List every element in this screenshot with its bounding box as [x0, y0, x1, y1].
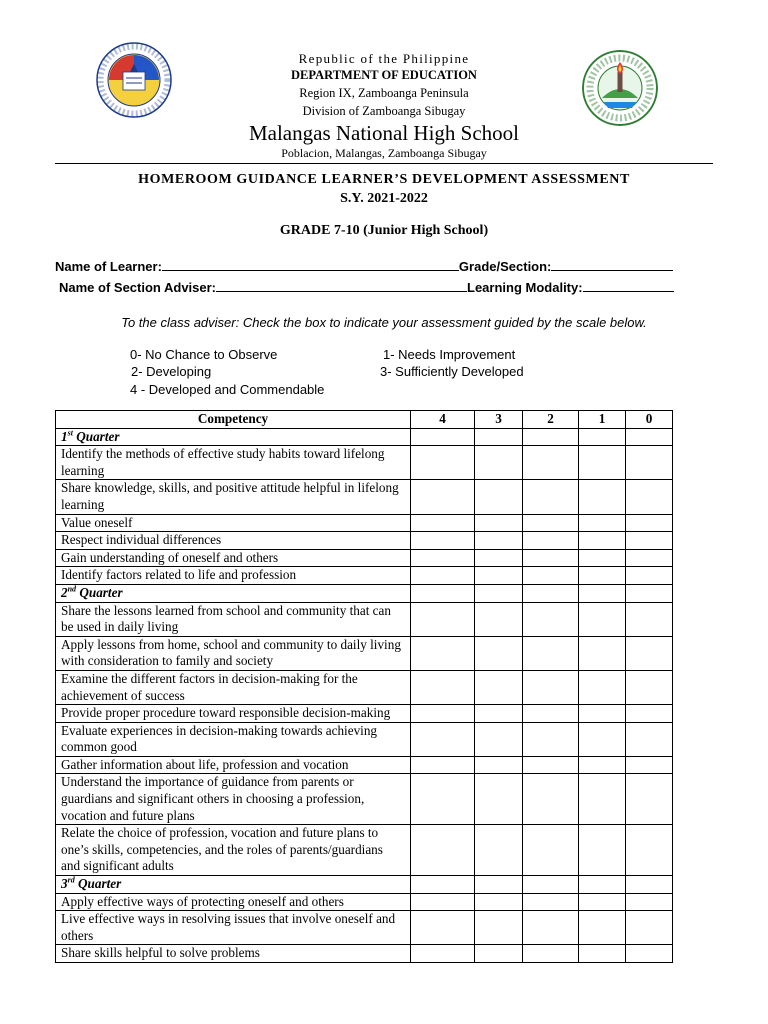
table-row [56, 893, 673, 911]
checkbox-cell[interactable] [626, 549, 673, 567]
checkbox-cell[interactable] [579, 756, 626, 774]
instructions: To the class adviser: Check the box to indicate your assessment guided by the scale below. [121, 315, 647, 330]
table-row [56, 514, 673, 532]
checkbox-cell[interactable] [523, 670, 579, 704]
checkbox-cell[interactable] [626, 446, 673, 480]
competency-text: Share knowledge, skills, and positive attitude helpful in lifelong learning [56, 480, 411, 514]
learner-info-row [55, 257, 673, 274]
checkbox-cell[interactable] [411, 911, 475, 945]
checkbox-cell[interactable] [579, 670, 626, 704]
checkbox-cell[interactable] [523, 756, 579, 774]
table-row [56, 549, 673, 567]
checkbox-cell[interactable] [475, 893, 523, 911]
checkbox-cell[interactable] [579, 876, 626, 894]
table-row [56, 446, 673, 480]
table-row [56, 567, 673, 585]
competency-text: Apply effective ways of protecting oneself and others [56, 893, 411, 911]
checkbox-cell[interactable] [626, 514, 673, 532]
checkbox-cell[interactable] [626, 602, 673, 636]
checkbox-cell[interactable] [523, 532, 579, 550]
checkbox-cell[interactable] [411, 945, 475, 963]
checkbox-cell[interactable] [579, 893, 626, 911]
checkbox-cell[interactable] [475, 514, 523, 532]
school-year: S.Y. 2021-2022 [340, 191, 428, 206]
scale-0: 0- No Chance to Observe [130, 347, 278, 362]
competency-text: Live effective ways in resolving issues that involve oneself and others [56, 911, 411, 945]
checkbox-cell[interactable] [475, 428, 523, 446]
checkbox-cell[interactable] [579, 532, 626, 550]
checkbox-cell[interactable] [626, 945, 673, 963]
header-score-4: 4 [411, 411, 475, 429]
grade-level: GRADE 7-10 (Junior High School) [279, 223, 489, 238]
checkbox-cell[interactable] [523, 428, 579, 446]
checkbox-cell[interactable] [579, 584, 626, 602]
checkbox-cell[interactable] [523, 705, 579, 723]
checkbox-cell[interactable] [411, 584, 475, 602]
header-score-2: 2 [523, 411, 579, 429]
checkbox-cell[interactable] [411, 549, 475, 567]
scale-4: 4 - Developed and Commendable [130, 382, 325, 397]
checkbox-cell[interactable] [411, 532, 475, 550]
checkbox-cell[interactable] [579, 567, 626, 585]
quarter-row [56, 428, 673, 446]
checkbox-cell[interactable] [411, 670, 475, 704]
checkbox-cell[interactable] [475, 705, 523, 723]
competency-text: Share the lessons learned from school and community that can be used in daily living [56, 602, 411, 636]
checkbox-cell[interactable] [626, 722, 673, 756]
checkbox-cell[interactable] [523, 825, 579, 876]
checkbox-cell[interactable] [523, 945, 579, 963]
checkbox-cell[interactable] [626, 705, 673, 723]
checkbox-cell[interactable] [475, 532, 523, 550]
checkbox-cell[interactable] [579, 636, 626, 670]
checkbox-cell[interactable] [523, 446, 579, 480]
checkbox-cell[interactable] [411, 428, 475, 446]
checkbox-cell[interactable] [523, 549, 579, 567]
checkbox-cell[interactable] [626, 756, 673, 774]
table-row [56, 670, 673, 704]
checkbox-cell[interactable] [411, 514, 475, 532]
competency-text: Evaluate experiences in decision-making towards achieving common good [56, 722, 411, 756]
checkbox-cell[interactable] [523, 774, 579, 825]
modality-label: Learning Modality: [467, 280, 583, 295]
checkbox-cell[interactable] [523, 876, 579, 894]
quarter-row [56, 584, 673, 602]
checkbox-cell[interactable] [411, 705, 475, 723]
checkbox-cell[interactable] [523, 911, 579, 945]
adviser-info-row [59, 278, 674, 295]
adviser-label: Name of Section Adviser: [59, 280, 217, 295]
checkbox-cell[interactable] [411, 636, 475, 670]
quarter-row [56, 876, 673, 894]
checkbox-cell[interactable] [626, 911, 673, 945]
table-row [56, 705, 673, 723]
name-label: Name of Learner: [55, 259, 162, 274]
checkbox-cell[interactable] [626, 584, 673, 602]
header-score-1: 1 [579, 411, 626, 429]
checkbox-cell[interactable] [411, 893, 475, 911]
header-score-0: 0 [626, 411, 673, 429]
checkbox-cell[interactable] [523, 602, 579, 636]
competency-text: Share skills helpful to solve problems [56, 945, 411, 963]
checkbox-cell[interactable] [475, 549, 523, 567]
grade-section-label: Grade/Section: [458, 259, 552, 274]
school-name: Malangas National High School [248, 121, 520, 145]
checkbox-cell[interactable] [579, 945, 626, 963]
checkbox-cell[interactable] [523, 893, 579, 911]
name-field[interactable] [162, 257, 459, 271]
table-row [56, 825, 673, 876]
checkbox-cell[interactable] [579, 722, 626, 756]
competency-text: Provide proper procedure toward responsible decision-making [56, 705, 411, 723]
checkbox-cell[interactable] [626, 480, 673, 514]
competency-table [55, 410, 673, 963]
checkbox-cell[interactable] [626, 876, 673, 894]
scale-1: 1- Needs Improvement [383, 347, 516, 362]
checkbox-cell[interactable] [411, 722, 475, 756]
checkbox-cell[interactable] [411, 602, 475, 636]
checkbox-cell[interactable] [475, 670, 523, 704]
checkbox-cell[interactable] [411, 774, 475, 825]
competency-text: Understand the importance of guidance from parents or guardians and significant others in choosing a profession, vocation and future plans [56, 774, 411, 825]
checkbox-cell[interactable] [475, 636, 523, 670]
checkbox-cell[interactable] [475, 567, 523, 585]
checkbox-cell[interactable] [475, 774, 523, 825]
checkbox-cell[interactable] [523, 567, 579, 585]
republic-line: Republic of the Philippine [298, 51, 470, 66]
checkbox-cell[interactable] [579, 446, 626, 480]
header-score-3: 3 [475, 411, 523, 429]
checkbox-cell[interactable] [411, 567, 475, 585]
checkbox-cell[interactable] [475, 911, 523, 945]
competency-text: Identify factors related to life and profession [56, 567, 411, 585]
checkbox-cell[interactable] [475, 722, 523, 756]
scale-3: 3- Sufficiently Developed [380, 364, 524, 379]
checkbox-cell[interactable] [579, 911, 626, 945]
checkbox-cell[interactable] [579, 514, 626, 532]
header-divider [55, 163, 713, 164]
school-address: Poblacion, Malangas, Zamboanga Sibugay [281, 146, 487, 160]
checkbox-cell[interactable] [475, 825, 523, 876]
adviser-field[interactable] [216, 278, 467, 292]
checkbox-cell[interactable] [626, 636, 673, 670]
checkbox-cell[interactable] [579, 602, 626, 636]
table-row [56, 774, 673, 825]
table-row [56, 911, 673, 945]
checkbox-cell[interactable] [411, 876, 475, 894]
checkbox-cell[interactable] [475, 602, 523, 636]
checkbox-cell[interactable] [475, 480, 523, 514]
header-competency: Competency [56, 411, 411, 429]
checkbox-cell[interactable] [523, 584, 579, 602]
checkbox-cell[interactable] [411, 825, 475, 876]
checkbox-cell[interactable] [579, 705, 626, 723]
checkbox-cell[interactable] [626, 532, 673, 550]
table-header-row [56, 411, 673, 429]
document-title: HOMEROOM GUIDANCE LEARNER’S DEVELOPMENT ASSESSMENT [138, 172, 630, 187]
checkbox-cell[interactable] [523, 722, 579, 756]
checkbox-cell[interactable] [579, 549, 626, 567]
checkbox-cell[interactable] [579, 825, 626, 876]
grade-section-field[interactable] [551, 257, 673, 271]
quarter-2-label: 2nd Quarter [56, 584, 411, 602]
competency-text: Value oneself [56, 514, 411, 532]
checkbox-cell[interactable] [411, 446, 475, 480]
table-row [56, 480, 673, 514]
table-row [56, 945, 673, 963]
competency-text: Respect individual differences [56, 532, 411, 550]
modality-field[interactable] [583, 278, 674, 292]
checkbox-cell[interactable] [523, 480, 579, 514]
region-line: Region IX, Zamboanga Peninsula [299, 86, 469, 100]
quarter-3-label: 3rd Quarter [56, 876, 411, 894]
scale-2: 2- Developing [131, 364, 212, 379]
competency-text: Apply lessons from home, school and community to daily living with consideration to family and society [56, 636, 411, 670]
competency-text: Relate the choice of profession, vocation and future plans to one’s skills, competencies, and the roles of parents/guardians and significant adults [56, 825, 411, 876]
competency-text: Gain understanding of oneself and others [56, 549, 411, 567]
checkbox-cell[interactable] [626, 428, 673, 446]
checkbox-cell[interactable] [411, 756, 475, 774]
checkbox-cell[interactable] [626, 670, 673, 704]
table-row [56, 602, 673, 636]
checkbox-cell[interactable] [626, 774, 673, 825]
table-row [56, 532, 673, 550]
competency-text: Examine the different factors in decision-making for the achievement of success [56, 670, 411, 704]
checkbox-cell[interactable] [626, 893, 673, 911]
checkbox-cell[interactable] [475, 945, 523, 963]
checkbox-cell[interactable] [475, 876, 523, 894]
table-row [56, 756, 673, 774]
checkbox-cell[interactable] [411, 480, 475, 514]
checkbox-cell[interactable] [579, 428, 626, 446]
competency-text: Identify the methods of effective study habits toward lifelong learning [56, 446, 411, 480]
checkbox-cell[interactable] [626, 825, 673, 876]
table-row [56, 636, 673, 670]
competency-text: Gather information about life, profession and vocation [56, 756, 411, 774]
checkbox-cell[interactable] [579, 774, 626, 825]
division-line: Division of Zamboanga Sibugay [302, 104, 466, 118]
checkbox-cell[interactable] [523, 636, 579, 670]
checkbox-cell[interactable] [626, 567, 673, 585]
checkbox-cell[interactable] [579, 480, 626, 514]
checkbox-cell[interactable] [475, 756, 523, 774]
table-row [56, 722, 673, 756]
quarter-1-label: 1st Quarter [56, 428, 411, 446]
checkbox-cell[interactable] [475, 446, 523, 480]
checkbox-cell[interactable] [523, 514, 579, 532]
department-name: DEPARTMENT OF EDUCATION [291, 68, 477, 82]
checkbox-cell[interactable] [475, 584, 523, 602]
